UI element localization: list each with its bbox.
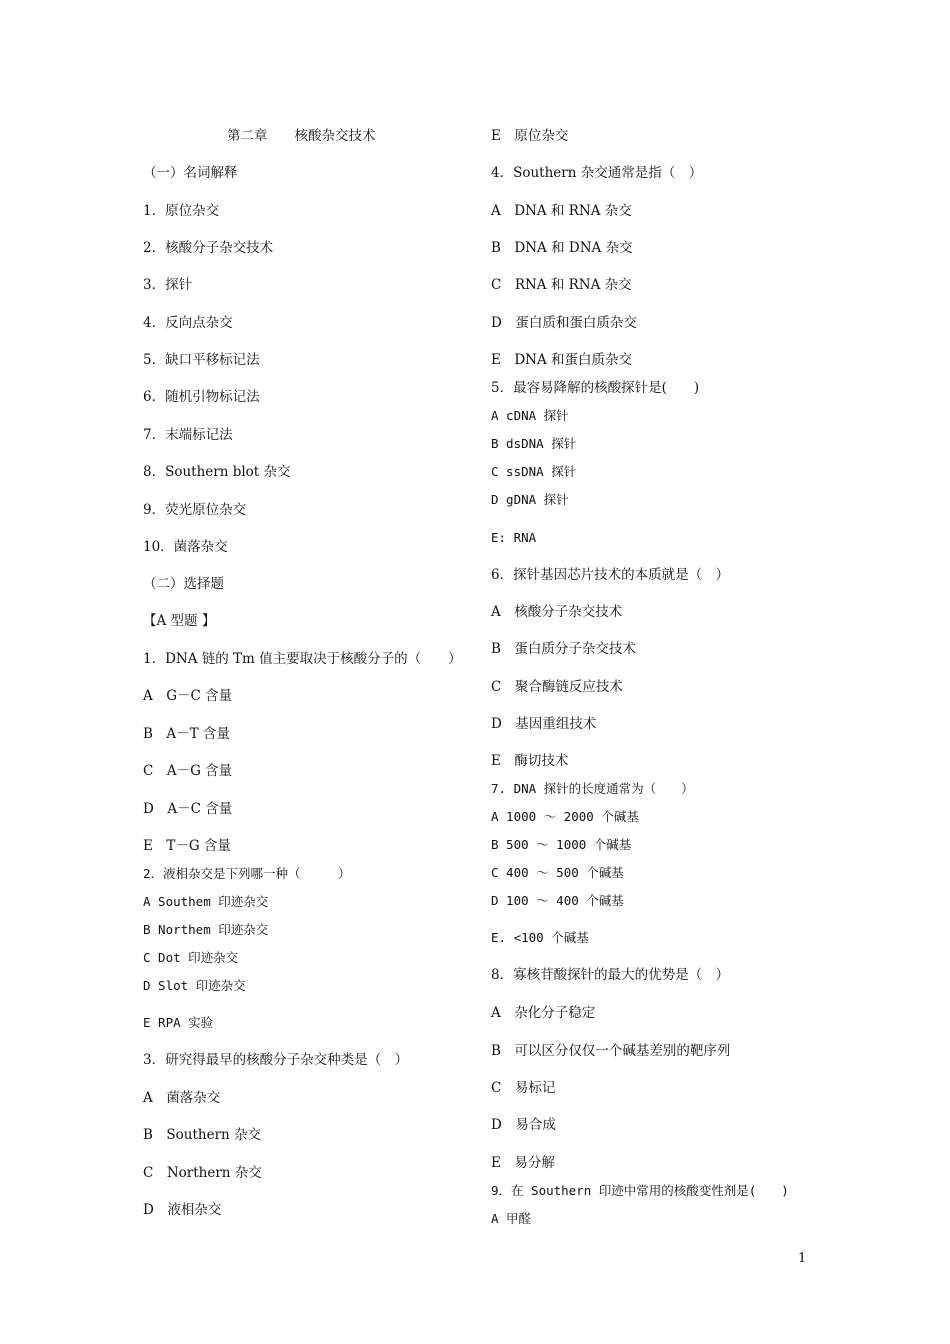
left-column-line: B Northem 印迹杂交 [143,922,269,937]
left-column-line: 10．菌落杂交 [143,539,228,555]
left-column-line: E T－G 含量 [143,838,231,854]
left-column-line: A 菌落杂交 [143,1090,221,1106]
right-column-line: C 易标记 [491,1080,556,1096]
right-column-line: A cDNA 探针 [491,408,569,423]
right-column-line: D 100 ～ 400 个碱基 [491,893,624,908]
left-column-line: 2．核酸分子杂交技术 [143,240,274,256]
left-column-line: B A－T 含量 [143,726,230,742]
left-column-line: C Northern 杂交 [143,1165,262,1181]
right-column-line: E 易分解 [491,1155,555,1171]
right-column-line: E 原位杂交 [491,128,569,144]
left-column-line: B Southern 杂交 [143,1127,262,1143]
right-column-line: B 500 ～ 1000 个碱基 [491,837,632,852]
left-column-line: 1．原位杂交 [143,203,220,219]
right-column-line: A DNA 和 RNA 杂交 [491,203,632,219]
left-column-line: 1．DNA 链的 Tm 值主要取决于核酸分子的（ ） [143,651,462,667]
right-column-line: B dsDNA 探针 [491,436,577,451]
left-column-line: D 液相杂交 [143,1202,222,1218]
right-column-line: D gDNA 探针 [491,492,569,507]
right-column-line: B DNA 和 DNA 杂交 [491,240,633,256]
left-column-line: D A－C 含量 [143,801,233,817]
left-column-line: 3．研究得最早的核酸分子杂交种类是（ ） [143,1052,409,1068]
right-column-line: 8．寡核苷酸探针的最大的优势是（ ） [491,967,730,983]
right-column-line: C RNA 和 RNA 杂交 [491,277,632,293]
right-column-line: D 基因重组技术 [491,716,597,732]
right-column-line: E: RNA [491,530,537,545]
left-column-line: （一）名词解释 [143,165,238,181]
left-column-line: 7．末端标记法 [143,427,233,443]
right-column-line: A 核酸分子杂交技术 [491,604,623,620]
page-number: 1 [798,1251,807,1266]
right-column-line: C 400 ～ 500 个碱基 [491,865,624,880]
right-column [491,0,821,1300]
right-column-line: D 易合成 [491,1117,556,1133]
right-column-line: 5．最容易降解的核酸探针是( ) [491,380,700,396]
right-column-line: B 可以区分仅仅一个碱基差别的靶序列 [491,1043,731,1059]
right-column-line: E DNA 和蛋白质杂交 [491,352,633,368]
left-column-line: 6．随机引物标记法 [143,389,260,405]
right-column-line: A 甲醛 [491,1211,532,1226]
right-column-line: C 聚合酶链反应技术 [491,679,623,695]
left-column-line: A G－C 含量 [143,688,233,704]
right-column-line: D 蛋白质和蛋白质杂交 [491,315,637,331]
right-column-line: A 1000 ～ 2000 个碱基 [491,809,639,824]
right-column-line: 7. DNA 探针的长度通常为（ ） [491,781,694,796]
left-column-line: C A－G 含量 [143,763,233,779]
left-column [143,0,473,1300]
right-column-line: 6．探针基因芯片技术的本质就是（ ） [491,567,730,583]
left-column-line: 2．液相杂交是下列哪一种（ ） [143,866,351,881]
left-column-line: 【A 型题 】 [143,613,216,629]
left-column-line: 第二章 核酸杂交技术 [227,128,376,144]
right-column-line: 9．在 Southern 印迹中常用的核酸变性剂是( ) [491,1183,789,1198]
left-column-line: A Southem 印迹杂交 [143,894,269,909]
right-column-line: A 杂化分子稳定 [491,1005,596,1021]
left-column-line: 8．Southern blot 杂交 [143,464,291,480]
left-column-line: 4．反向点杂交 [143,315,233,331]
right-column-line: E. <100 个碱基 [491,930,589,945]
left-column-line: D Slot 印迹杂交 [143,978,246,993]
left-column-line: 3．探针 [143,277,193,293]
right-column-line: B 蛋白质分子杂交技术 [491,641,636,657]
right-column-line: E 酶切技术 [491,753,569,769]
left-column-line: E RPA 实验 [143,1015,214,1030]
right-column-line: C ssDNA 探针 [491,464,577,479]
left-column-line: 5．缺口平移标记法 [143,352,260,368]
right-column-line: 4．Southern 杂交通常是指（ ） [491,165,703,181]
left-column-line: 9．荧光原位杂交 [143,502,247,518]
left-column-line: （二）选择题 [143,576,224,592]
left-column-line: C Dot 印迹杂交 [143,950,239,965]
